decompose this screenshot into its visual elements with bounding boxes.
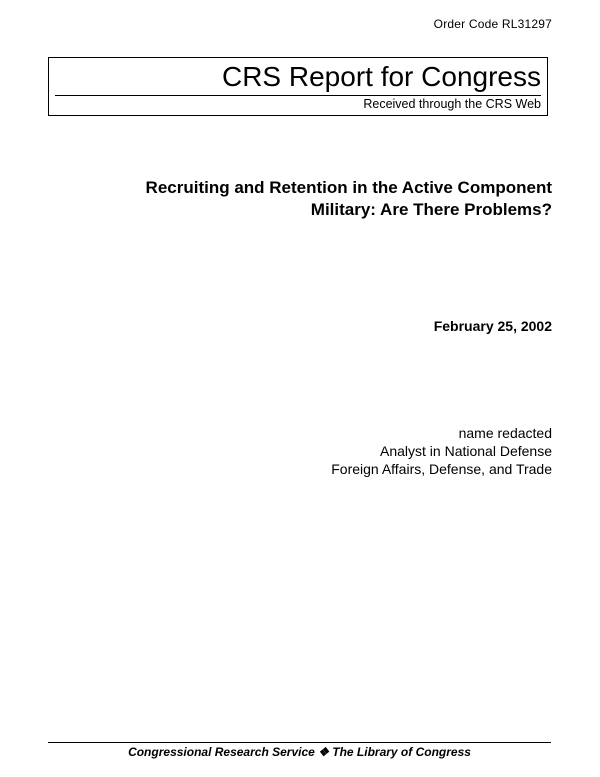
report-header-box (48, 57, 548, 116)
footer-text: Congressional Research Service ❖ The Library of Congress (128, 745, 471, 759)
report-series-subtitle: Received through the CRS Web (363, 97, 541, 111)
author-position: Analyst in National Defense (380, 443, 552, 459)
report-date: February 25, 2002 (433, 318, 552, 334)
report-title-line: Recruiting and Retention in the Active Component (145, 178, 552, 197)
footer-divider (48, 742, 551, 743)
author-name: name redacted (458, 425, 552, 441)
order-code: Order Code RL31297 (433, 17, 552, 31)
author-block (331, 424, 552, 478)
report-title-line: Military: Are There Problems? (310, 200, 552, 219)
author-division: Foreign Affairs, Defense, and Trade (331, 461, 552, 477)
report-title (72, 177, 552, 221)
report-series-title: CRS Report for Congress (221, 61, 541, 92)
header-divider (55, 95, 541, 96)
